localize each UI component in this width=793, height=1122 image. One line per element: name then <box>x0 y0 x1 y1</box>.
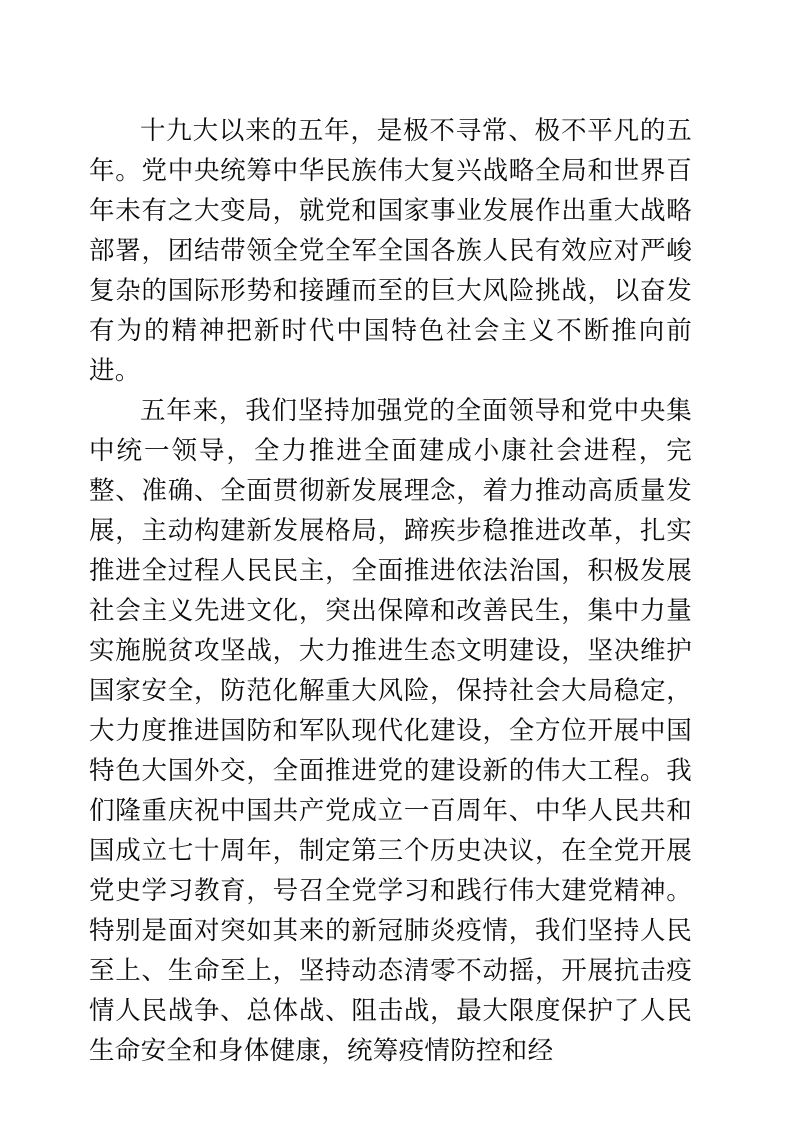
paragraph-five-extraordinary-years: 十九大以来的五年，是极不寻常、极不平凡的五年。党中央统筹中华民族伟大复兴战略全局和世界百年未有之大变局，就党和国家事业发展作出重大战略部署，团结带领全党全军全国各族人民有效应对严峻复杂的国际形势和接踵而至的巨大风险挑战，以奋发有为的精神把新时代中国特色社会主义不断推向前进。 <box>89 116 692 385</box>
paragraph-five-year-achievements: 五年来，我们坚持加强党的全面领导和党中央集中统一领导，全力推进全面建成小康社会进程，完整、准确、全面贯彻新发展理念，着力推动高质量发展，主动构建新发展格局，蹄疾步稳推进改革，扎实推进全过程人民民主，全面推进依法治国，积极发展社会主义先进文化，突出保障和改善民生，集中力量实施脱贫攻坚战，大力推进生态文明建设，坚决维护国家安全，防范化解重大风险，保持社会大局稳定，大力度推进国防和军队现代化建设，全方位开展中国特色大国外交，全面推进党的建设新的伟大工程。我们隆重庆祝中国共产党成立一百周年、中华人民共和国成立七十周年，制定第三个历史决议，在全党开展党史学习教育，号召全党学习和践行伟大建党精神。特别是面对突如其来的新冠肺炎疫情，我们坚持人民至上、生命至上，坚持动态清零不动摇，开展抗击疫情人民战争、总体战、阻击战，最大限度保护了人民生命安全和身体健康，统筹疫情防控和经 <box>89 396 692 1065</box>
document-body <box>89 111 692 1071</box>
